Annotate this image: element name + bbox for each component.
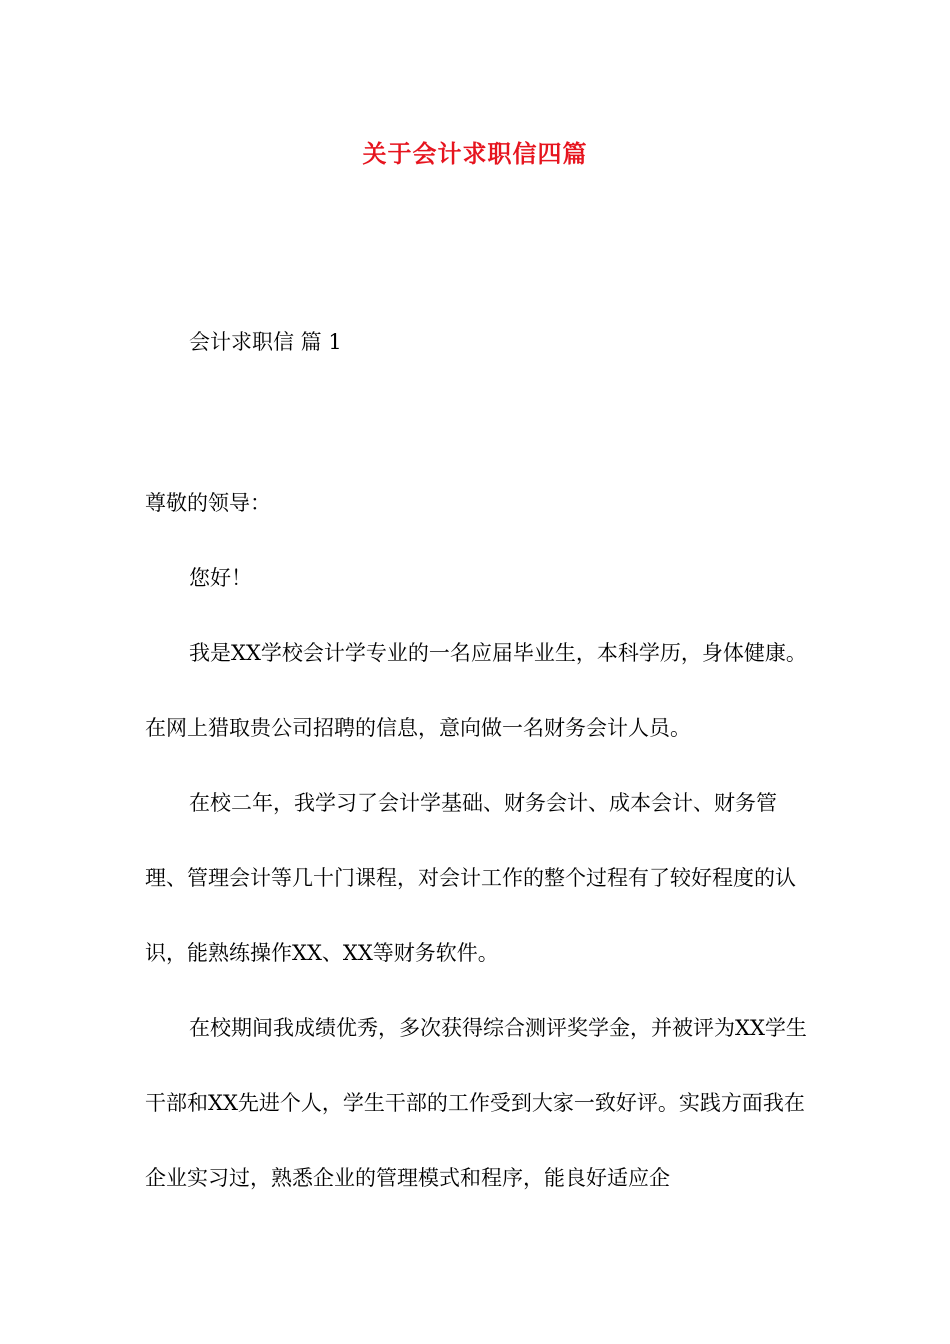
salutation: 尊敬的领导： <box>145 491 271 515</box>
letter-body <box>145 466 810 1216</box>
greeting: 您好！ <box>189 566 252 590</box>
paragraph-introduction: 我是XX学校会计学专业的一名应届毕业生，本科学历，身体健康。在网上猎取贵公司招聘的信息，意向做一名财务会计人员。 <box>145 641 807 740</box>
document-title: 关于会计求职信四篇 <box>362 139 588 168</box>
paragraph-education: 在校二年，我学习了会计学基础、财务会计、成本会计、财务管理、管理会计等几十门课程，对会计工作的整个过程有了较好程度的认识，能熟练操作XX、XX等财务软件。 <box>145 791 796 965</box>
paragraph-achievements: 在校期间我成绩优秀，多次获得综合测评奖学金，并被评为XX学生干部和XX先进个人，学生干部的工作受到大家一致好评。实践方面我在企业实习过，熟悉企业的管理模式和程序，能良好适应企 <box>145 1016 807 1190</box>
section-heading: 会计求职信 篇 1 <box>189 330 342 354</box>
